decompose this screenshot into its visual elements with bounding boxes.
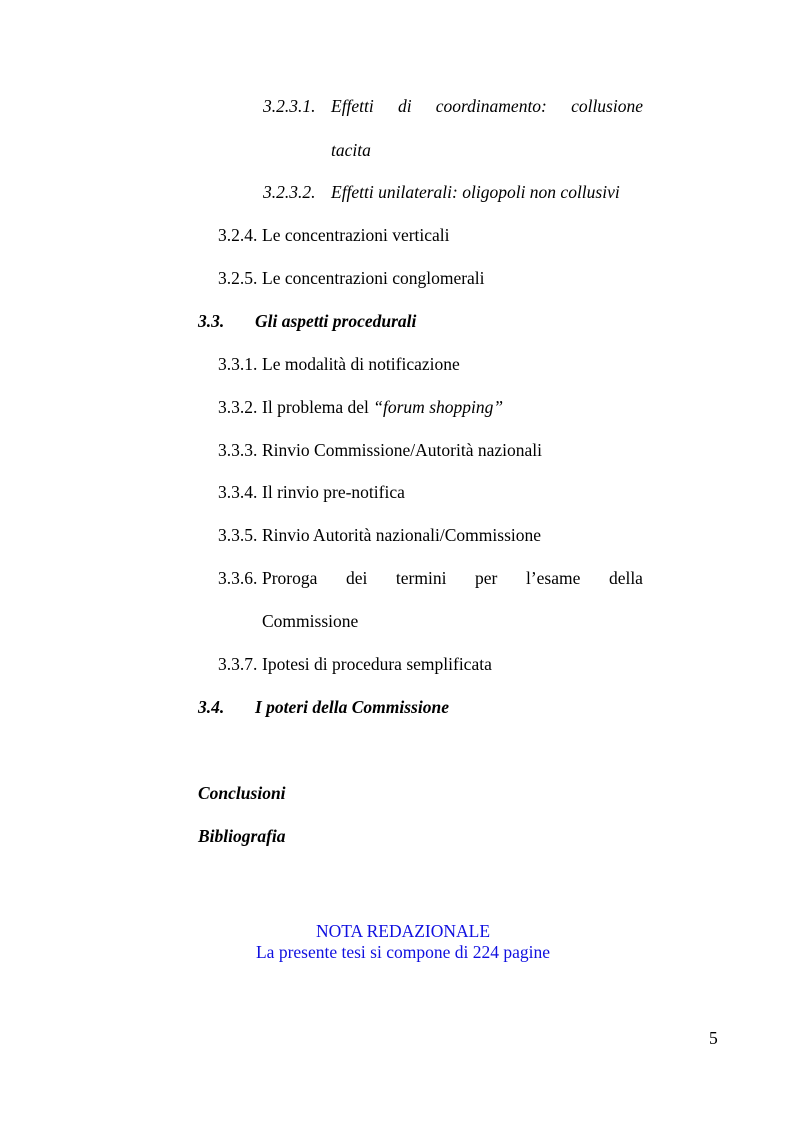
editorial-note-text: La presente tesi si compone di 224 pagine (255, 942, 550, 962)
toc-title-continuation: tacita (331, 140, 371, 160)
toc-number: 3.2.5. (218, 268, 258, 288)
toc-title: Gli aspetti procedurali (255, 311, 417, 331)
toc-title: Rinvio Autorità nazionali/Commissione (262, 525, 542, 545)
toc-section-3-4 (198, 696, 449, 718)
toc-title-word: collusione (571, 96, 643, 116)
toc-title-word: di (397, 96, 412, 116)
toc-title: Rinvio Commissione/Autorità nazionali (262, 440, 542, 460)
toc-number: 3.3.3. (218, 440, 258, 460)
toc-title-plain: Il problema del (262, 397, 369, 417)
toc-title: Le concentrazioni verticali (262, 225, 450, 245)
page-number: 5 (709, 1028, 718, 1048)
toc-number: 3.2.3.2. (263, 182, 316, 202)
toc-conclusioni: Conclusioni (198, 783, 286, 803)
toc-title: Le concentrazioni conglomerali (262, 268, 485, 288)
toc-entry-3-3-2 (218, 396, 504, 418)
toc-entry-3-2-5 (218, 267, 485, 289)
toc-title-word: coordinamento: (435, 96, 547, 116)
toc-title-word: per (475, 568, 498, 588)
toc-title: I poteri della Commissione (255, 697, 449, 717)
toc-number: 3.4. (198, 697, 225, 717)
toc-number: 3.2.3.1. (263, 96, 316, 116)
toc-number: 3.3.5. (218, 525, 258, 545)
toc-entry-3-3-4 (218, 481, 405, 503)
toc-number: 3.3.1. (218, 354, 258, 374)
toc-title-word: l’esame (525, 568, 581, 588)
toc-entry-3-3-7 (218, 653, 492, 675)
toc-number: 3.3.4. (218, 482, 258, 502)
toc-number: 3.2.4. (218, 225, 258, 245)
toc-number: 3.3. (198, 311, 225, 331)
toc-title-continuation: Commissione (262, 611, 359, 631)
toc-title-word: della (608, 568, 643, 588)
toc-entry-3-3-6 (218, 567, 643, 589)
toc-bibliografia: Bibliografia (198, 826, 286, 846)
toc-title: Il rinvio pre-notifica (262, 482, 405, 502)
toc-entry-3-2-4 (218, 224, 450, 246)
toc-number: 3.3.7. (218, 654, 258, 674)
toc-entry-3-2-3-1 (263, 95, 643, 117)
editorial-note-heading: NOTA REDAZIONALE (315, 921, 491, 941)
toc-title (331, 95, 643, 117)
toc-title-italic: “forum shopping” (373, 397, 504, 417)
toc-section-3-3 (198, 310, 417, 332)
toc-entry-3-3-3 (218, 439, 542, 461)
toc-title-word: termini (395, 568, 447, 588)
toc-number: 3.3.2. (218, 397, 258, 417)
toc-title-word: Effetti (331, 96, 374, 116)
toc-entry-3-3-5 (218, 524, 542, 546)
toc-title: Effetti unilaterali: oligopoli non collusivi (331, 182, 620, 202)
toc-title: Ipotesi di procedura semplificata (262, 654, 492, 674)
toc-number: 3.3.6. (218, 568, 258, 588)
toc-title-word: Proroga (262, 568, 318, 588)
toc-title (262, 396, 503, 418)
toc-entry-3-3-1 (218, 353, 460, 375)
toc-title (262, 567, 643, 589)
toc-title-word: dei (345, 568, 368, 588)
toc-entry-3-2-3-2 (263, 181, 620, 203)
toc-title: Le modalità di notificazione (262, 354, 460, 374)
